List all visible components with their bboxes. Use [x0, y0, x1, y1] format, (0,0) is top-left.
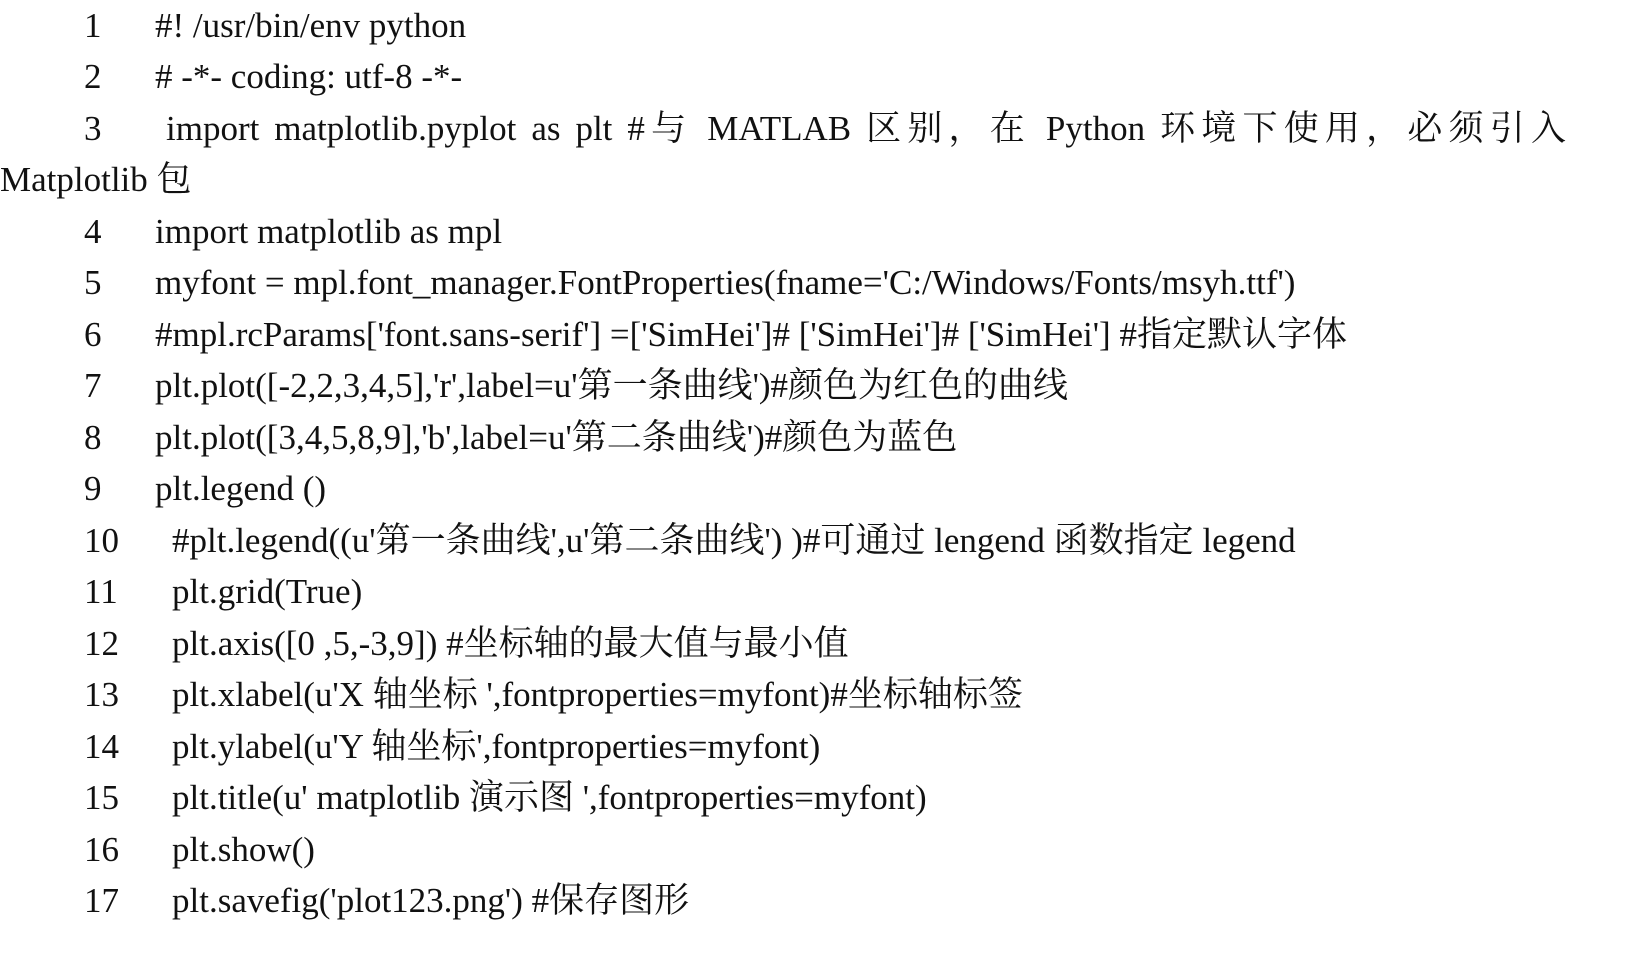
code-text: plt.plot([-2,2,3,4,5],'r',label=u'第一条曲线')#颜色为红色的曲线 [155, 366, 1069, 405]
code-text: plt.show() [172, 830, 315, 869]
code-line [0, 412, 1649, 464]
code-text: plt.ylabel(u'Y 轴坐标',fontproperties=myfont) [172, 727, 821, 766]
code-line [0, 772, 1649, 824]
code-text: import matplotlib.pyplot as plt #与 MATLAB 区别，在 Python 环境下使用，必须引入 [166, 109, 1566, 148]
code-line [0, 515, 1649, 567]
line-number: 10 [84, 521, 119, 560]
line-number: 13 [84, 675, 119, 714]
code-text: plt.axis([0 ,5,-3,9]) #坐标轴的最大值与最小值 [172, 624, 849, 663]
code-text: plt.legend () [155, 469, 327, 508]
code-text: plt.savefig('plot123.png') #保存图形 [172, 881, 690, 920]
code-line [0, 309, 1649, 361]
code-text: plt.grid(True) [172, 572, 363, 611]
code-text: import matplotlib as mpl [155, 212, 503, 251]
line-number: 11 [84, 572, 118, 611]
code-line [0, 875, 1649, 927]
code-line [0, 360, 1649, 412]
line-number: 15 [84, 778, 119, 817]
line-number: 17 [84, 881, 119, 920]
line-number: 12 [84, 624, 119, 663]
code-text: #! /usr/bin/env python [155, 6, 467, 45]
line-number: 7 [84, 366, 102, 405]
code-line [0, 618, 1649, 670]
code-line-continuation [0, 154, 1649, 206]
code-text: # -*- coding: utf-8 -*- [155, 57, 463, 96]
code-line [0, 721, 1649, 773]
line-number: 9 [84, 469, 102, 508]
code-line [0, 257, 1649, 309]
code-text: #plt.legend((u'第一条曲线',u'第二条曲线') )#可通过 lengend 函数指定 legend [172, 521, 1296, 560]
line-number: 4 [84, 212, 102, 251]
line-number: 8 [84, 418, 102, 457]
code-text: #mpl.rcParams['font.sans-serif'] =['SimHei']# ['SimHei']# ['SimHei'] #指定默认字体 [155, 315, 1347, 354]
code-line [0, 103, 1649, 155]
code-line [0, 0, 1649, 52]
code-line [0, 463, 1649, 515]
line-number: 2 [84, 57, 102, 96]
line-number: 6 [84, 315, 102, 354]
code-text-continuation: Matplotlib 包 [0, 160, 192, 199]
code-text: plt.xlabel(u'X 轴坐标 ',fontproperties=myfont)#坐标轴标签 [172, 675, 1023, 714]
line-number: 5 [84, 263, 102, 302]
line-number: 1 [84, 6, 102, 45]
code-line [0, 206, 1649, 258]
line-number: 3 [84, 109, 102, 148]
code-text: plt.title(u' matplotlib 演示图 ',fontproperties=myfont) [172, 778, 927, 817]
code-line [0, 566, 1649, 618]
code-text: plt.plot([3,4,5,8,9],'b',label=u'第二条曲线')#颜色为蓝色 [155, 418, 958, 457]
line-number: 14 [84, 727, 119, 766]
line-number: 16 [84, 830, 119, 869]
code-text: myfont = mpl.font_manager.FontProperties(fname='C:/Windows/Fonts/msyh.ttf') [155, 263, 1296, 302]
code-line [0, 51, 1649, 103]
code-line [0, 824, 1649, 876]
code-line [0, 669, 1649, 721]
